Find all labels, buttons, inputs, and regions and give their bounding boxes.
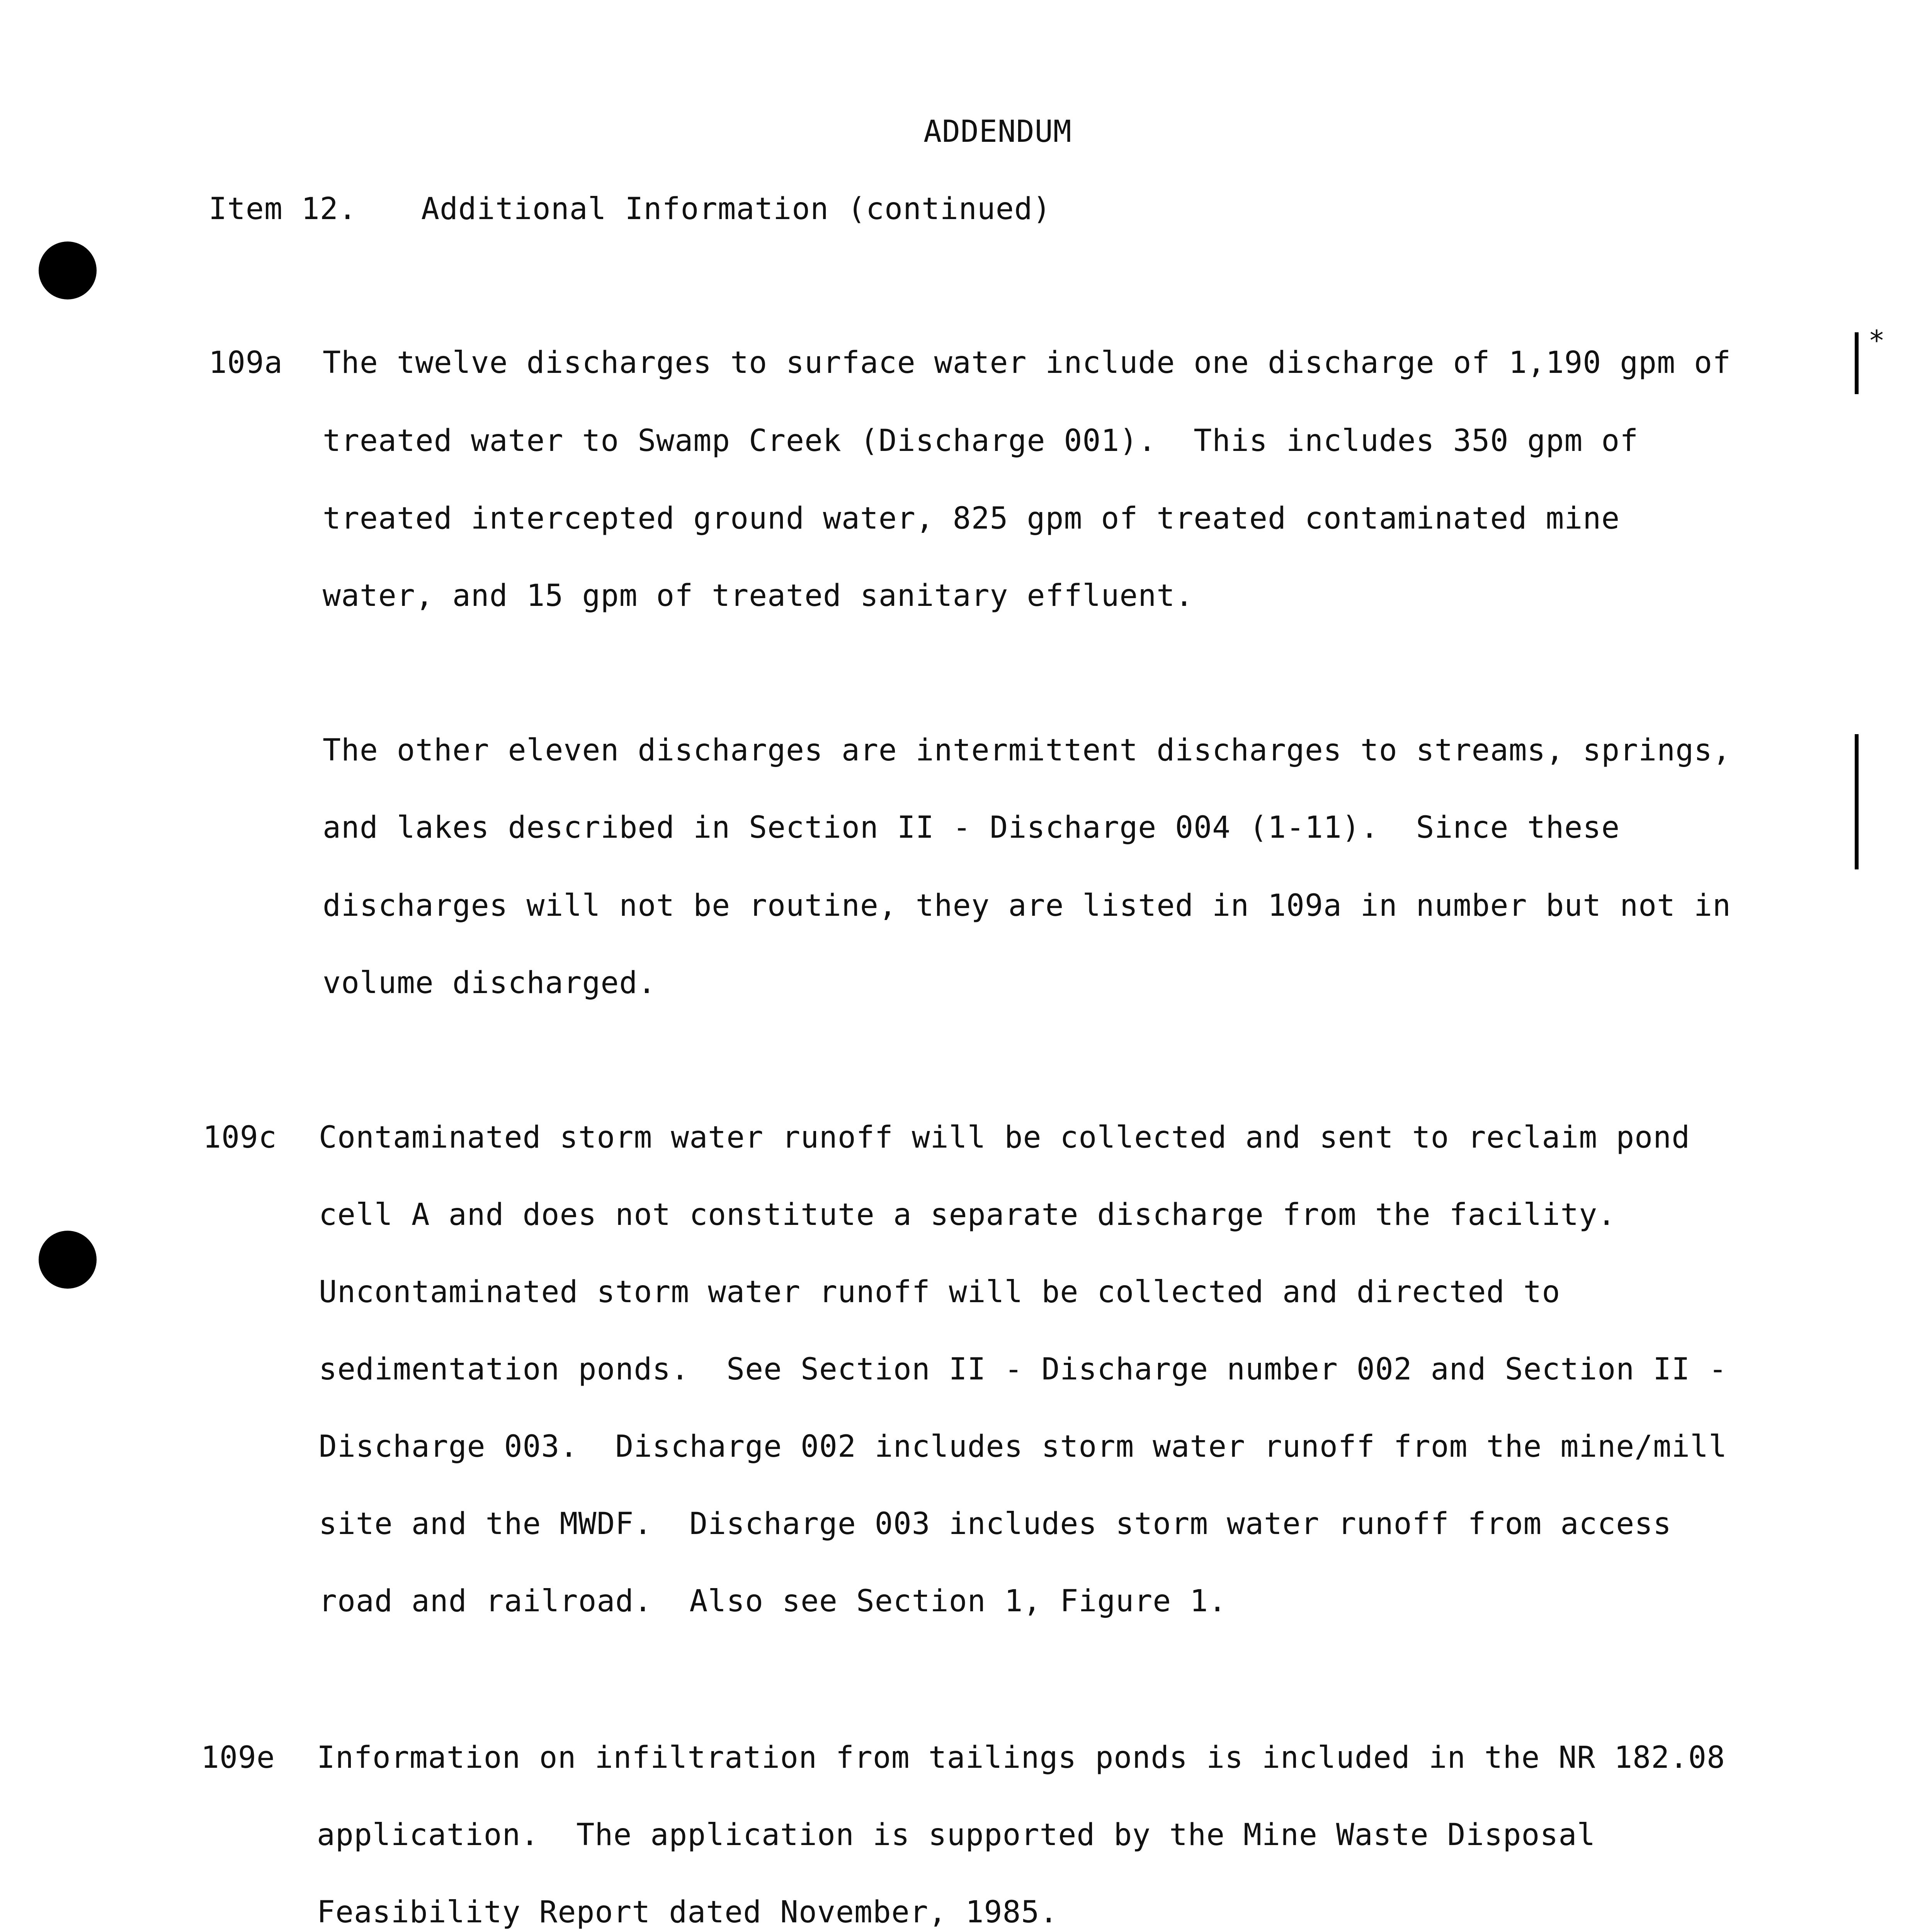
section-id-109a: 109a xyxy=(209,345,283,380)
section-109c-line: site and the MWDF. Discharge 003 includes storm water runoff from access xyxy=(319,1507,1672,1541)
section-109a-line: The twelve discharges to surface water include one discharge of 1,190 gpm of xyxy=(323,345,1731,380)
revision-bar-2 xyxy=(1855,734,1859,869)
section-109a-line: The other eleven discharges are intermittent discharges to streams, springs, xyxy=(323,733,1731,768)
page-title: ADDENDUM xyxy=(923,114,1072,149)
section-109a-line: treated water to Swamp Creek (Discharge 001). This includes 350 gpm of xyxy=(323,423,1639,458)
item-number: Item 12. xyxy=(209,192,357,226)
section-109e-line: Feasibility Report dated November, 1985. xyxy=(317,1895,1058,1930)
section-109c-line: Uncontaminated storm water runoff will be collected and directed to xyxy=(319,1275,1561,1310)
section-109a-line: treated intercepted ground water, 825 gpm of treated contaminated mine xyxy=(323,501,1620,536)
section-109c-line: cell A and does not constitute a separate discharge from the facility. xyxy=(319,1197,1616,1232)
section-id-109c: 109c xyxy=(203,1120,277,1155)
item-label: Additional Information (continued) xyxy=(421,192,1051,226)
section-109c-line: Contaminated storm water runoff will be collected and sent to reclaim pond xyxy=(319,1120,1690,1155)
punch-hole-top xyxy=(39,242,97,299)
section-109c-line: sedimentation ponds. See Section II - Discharge number 002 and Section II - xyxy=(319,1352,1727,1387)
section-id-109e: 109e xyxy=(201,1740,275,1775)
section-109a-line: volume discharged. xyxy=(323,966,656,1000)
section-109e-line: Information on infiltration from tailings ponds is included in the NR 182.08 xyxy=(317,1740,1725,1775)
section-109a-line: discharges will not be routine, they are listed in 109a in number but not in xyxy=(323,888,1731,923)
section-109e-line: application. The application is supported by the Mine Waste Disposal xyxy=(317,1818,1596,1852)
section-109a-line: water, and 15 gpm of treated sanitary effluent. xyxy=(323,578,1194,613)
revision-star: * xyxy=(1868,324,1885,357)
revision-bar-1 xyxy=(1855,332,1859,394)
punch-hole-middle xyxy=(39,1231,97,1289)
section-109a-line: and lakes described in Section II - Discharge 004 (1-11). Since these xyxy=(323,810,1620,845)
section-109c-line: road and railroad. Also see Section 1, Figure 1. xyxy=(319,1584,1227,1619)
section-109c-line: Discharge 003. Discharge 002 includes storm water runoff from the mine/mill xyxy=(319,1429,1727,1464)
